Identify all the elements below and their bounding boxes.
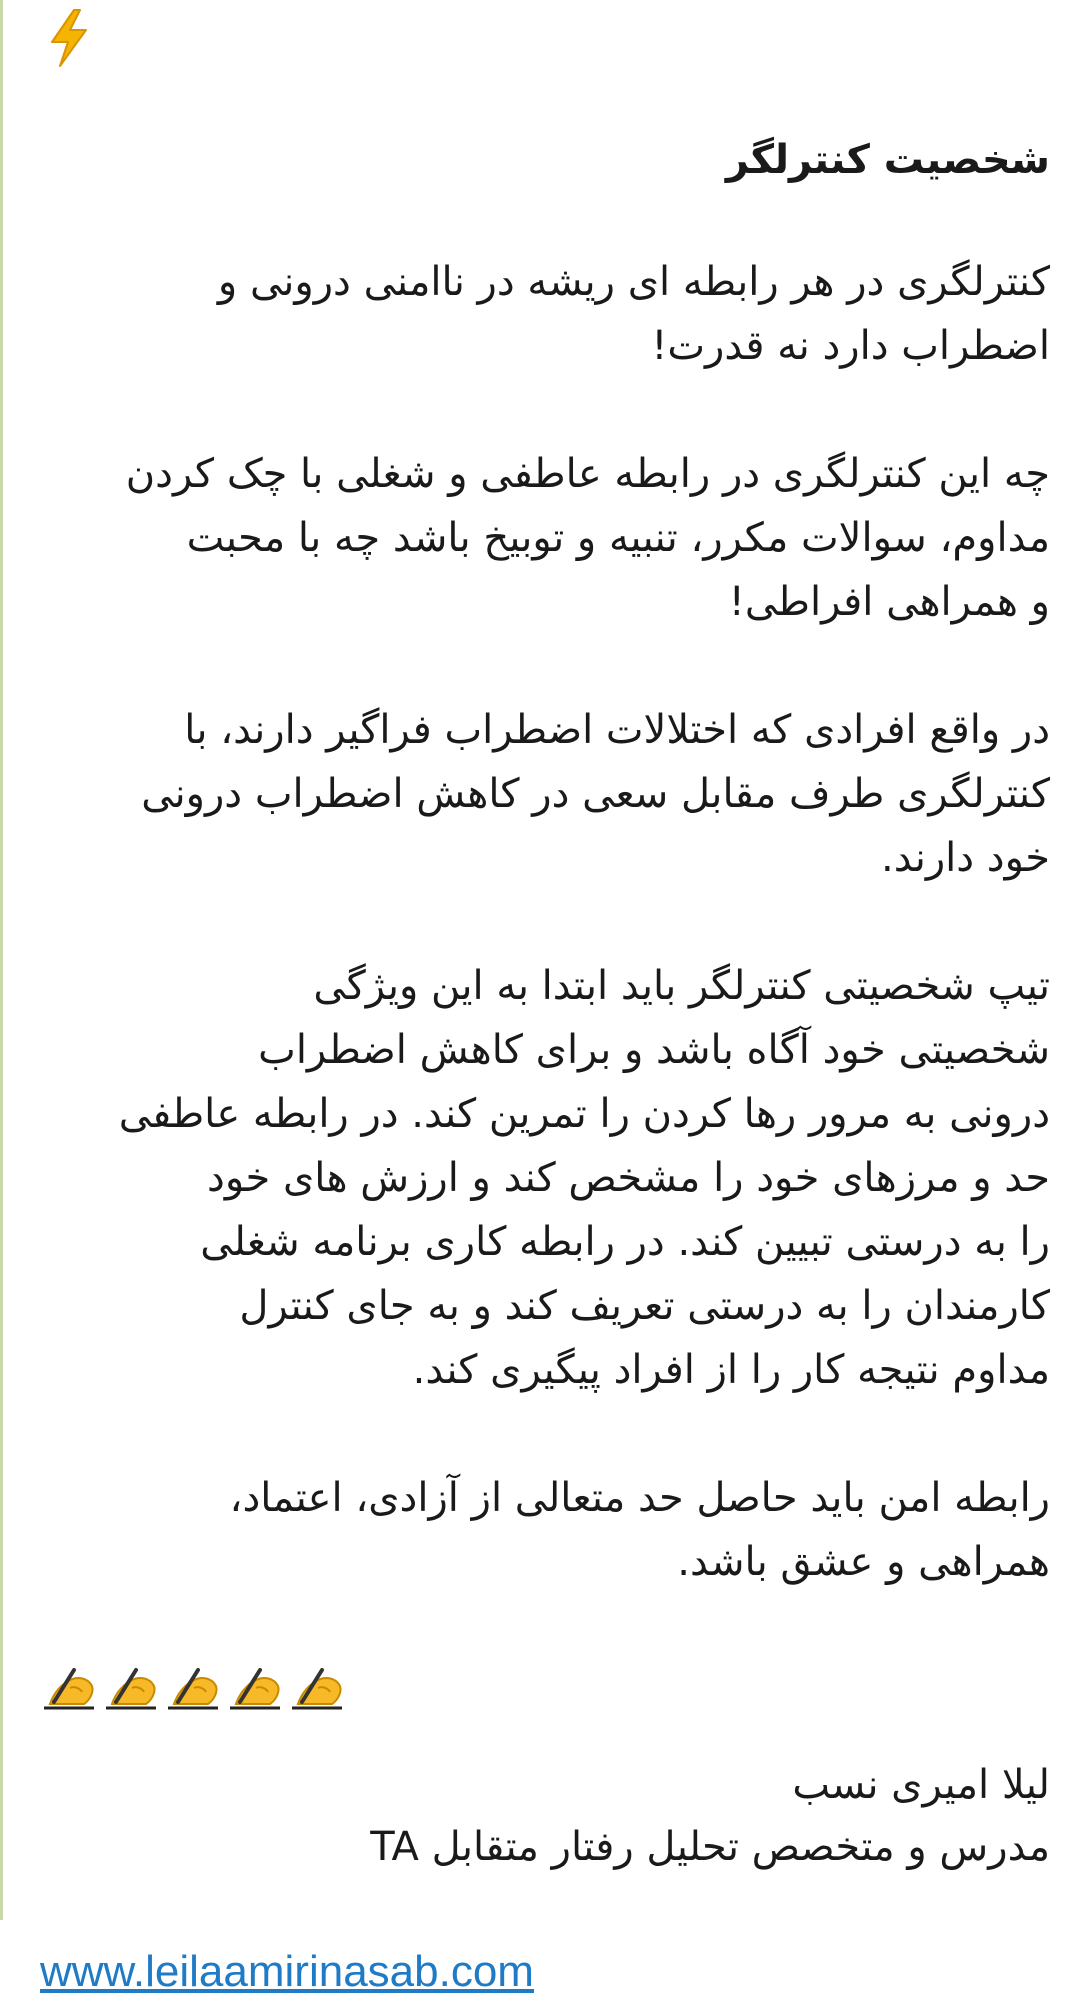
message-accent-bar [0,0,3,1920]
website-link[interactable]: www.leilaamirinasab.com [40,1947,534,1996]
paragraph-3: در واقع افرادی که اختلالات اضطراب فراگیر دارند، با کنترلگری طرف مقابل سعی در کاهش اضطراب درونی خود دارند. [141,707,1050,881]
writing-hand-icon [164,1658,222,1716]
message-body [40,130,1050,2002]
writing-hand-icon [102,1658,160,1716]
paragraph-4: تیپ شخصیتی کنترلگر باید ابتدا به این ویژگی شخصیتی خود آگاه باشد و برای کاهش اضطراب درونی به مرور رها کردن را تمرین کند. در رابطه عاطفی حد و مرزهای خود را مشخص کند و ارزش های خود را به درستی تبیین کند. در رابطه کاری برنامه شغلی کارمندان را به درستی تعریف کند و به جای کنترل مداوم نتیجه کار را از افراد پیگیری کند. [118,963,1050,1393]
author-name: لیلا امیری نسب [792,1762,1050,1808]
author-role: مدرس و متخصص تحلیل رفتار متقابل TA [370,1824,1050,1870]
post-title: شخصیت کنترلگر [725,137,1050,183]
paragraph-2: چه این کنترلگری در رابطه عاطفی و شغلی با چک کردن مداوم، سوالات مکرر، تنبیه و توبیخ باشد چه با محبت و همراهی افراطی! [125,451,1050,625]
writing-hand-icon [288,1658,346,1716]
lightning-bolt-icon [46,8,92,68]
paragraph-1: کنترلگری در هر رابطه ای ریشه در ناامنی درونی و اضطراب دارد نه قدرت! [217,259,1050,369]
paragraph-5: رابطه امن باید حاصل حد متعالی از آزادی، اعتماد، همراهی و عشق باشد. [229,1475,1050,1585]
writing-hand-icon [40,1658,98,1716]
writing-hand-icon [226,1658,284,1716]
emoji-row [40,1658,1050,1718]
